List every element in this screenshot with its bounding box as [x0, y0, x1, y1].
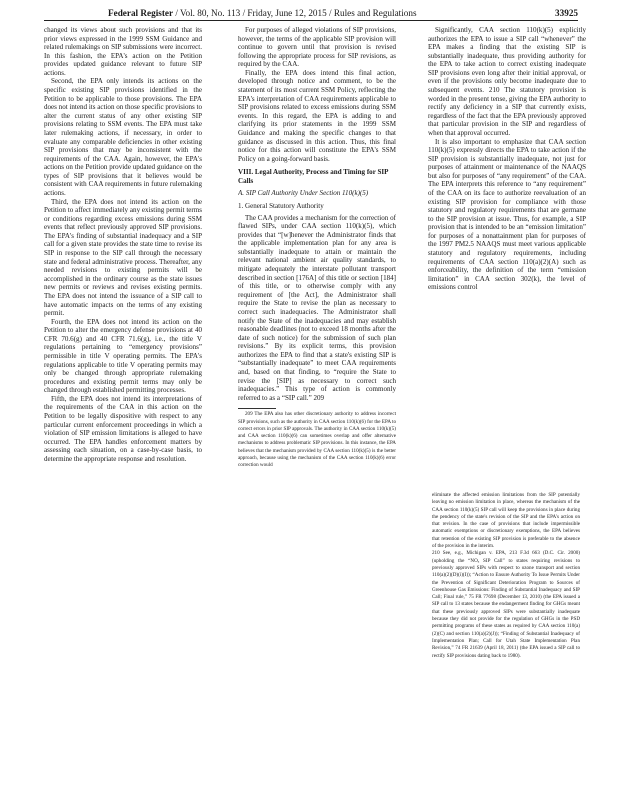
footnotes-right	[432, 492, 580, 790]
section-heading: VIII. Legal Authority, Process and Timing for SIP Calls	[238, 168, 389, 185]
footnotes	[238, 411, 396, 469]
footnote: 209 The EPA also has other discretionary authority to address incorrect SIP provisions, such as the authority in CAA section 110(k)(6) for the EPA to correct errors in prior SIP approvals. The authority in CAA section 110(k)(5) and CAA section 110(k)(6) can sometimes overlap and offer alternative mechanisms to address problematic SIP provisions. In this instance, the EPA believes that the mechanism provided by CAA section 110(k)(5) is the better approach, because using the mechanism of the CAA section 110(k)(6) error correction would	[238, 411, 396, 469]
running-header	[44, 6, 578, 20]
subsection-heading: A. SIP Call Authority Under Section 110(k)(5)	[238, 189, 369, 198]
page-number: 33925	[555, 8, 578, 18]
column-1	[44, 26, 202, 790]
header-rule	[44, 20, 578, 21]
publication-title: Federal Register	[108, 8, 174, 18]
paragraph: Fourth, the EPA does not intend its action on the Petition to alter the emergency defense provisions at 40 CFR 70.6(g) and 40 CFR 71.6(g), i.e., the title V regulations pertaining to “emergency provisions” permissible in title V operating permits. The EPA's regulations applicable to title V operating permits may only be changed through appropriate rulemaking procedures and existing permit terms may only be changed through established permitting processes.	[44, 317, 202, 395]
footnote: 210 See, e.g., Michigan v. EPA, 213 F.3d 663 (D.C. Cir. 2000) (upholding the “NOₓ SIP Call” to states requiring revisions to previously approved SIPs with respect to ozone transport and section 110(a)(2)(D)(i)(I)); “Action to Ensure Authority To Issue Permits Under the Prevention of Significant Deterioration Program to Sources of Greenhouse Gas Emissions: Finding of Substantial Inadequacy and SIP Call; Final rule,” 75 FR 77698 (December 13, 2010) (the EPA issued a SIP call to 13 states because the endangerment finding for GHGs meant that these previously approved SIPs were substantially inadequate because they did not provide for the regulation of GHGs in the PSD permitting programs of these states as required by CAA section 110(a)(2)(C) and section 110(a)(2)(J)); “Finding of Substantial Inadequacy of Implementation Plan; Call for Utah State Implementation Plan Revision,” 74 FR 21639 (April 18, 2011) (the EPA issued a SIP call to rectify SIP provisions dating back to 1980).	[432, 550, 580, 659]
issue-info: / Vol. 80, No. 113 / Friday, June 12, 2015 / Rules and Regulations	[175, 8, 417, 18]
header-line	[108, 6, 417, 20]
paragraph: Third, the EPA does not intend its action on the Petition to affect immediately any existing permit terms or conditions regarding excess emissions during SSM events that reflect previously approved SIP provisions. The EPA's finding of substantial inadequacy and a SIP call for a given state provides the state time to revise its SIP in response to the SIP call through the necessary state and federal administrative process. Thereafter, any needed revisions to existing permits will be accomplished in the ordinary course as the state issues new permits or reviews and revises existing permits. The EPA does not intend the issuance of a SIP call to have automatic impacts on the terms of any existing permit.	[44, 197, 202, 318]
footnote-rule	[238, 408, 276, 409]
paragraph: The CAA provides a mechanism for the correction of flawed SIPs, under CAA section 110(k)(5), which provides that “[w]henever the Administrator finds that the applicable implementation plan for any area is substantially inadequate to attain or maintain the relevant national ambient air quality standards, to mitigate adequately the interstate pollutant transport described in section [176A] of this title or section [184] of this title, or to otherwise comply with any requirement of [the Act], the Administrator shall require the State to revise the plan as necessary to correct such inadequacies. The Administrator shall notify the State of the inadequacies and may establish reasonable deadlines (not to exceed 18 months after the date of such notice) for the submission of such plan revisions.” By its explicit terms, this provision authorizes the EPA to find that a state's existing SIP is “substantially inadequate” to meet CAA requirements and, based on that finding, to “require the State to revise the [SIP] as necessary to correct such inadequacies.” This type of action is commonly referred to as a “SIP call.” 209	[238, 213, 396, 402]
footnote: eliminate the affected emission limitations from the SIP potentially leaving no emission limitation in place, whereas the mechanism of the CAA section 110(k)(5) SIP call will keep the provisions in place during the pendency of the state's revision of the SIP and the EPA's action on that revision. In the case of provisions that include impermissible automatic exemptions or discretionary exemptions, the EPA believes that retention of the existing SIP provision is preferable to the absence of the provision in the interim.	[432, 492, 580, 550]
column-2	[238, 26, 396, 790]
paragraph: For purposes of alleged violations of SIP provisions, however, the terms of the applicable SIP provision will continue to govern until that provision is revised following the appropriate process for SIP revisions, as required by the CAA.	[238, 26, 396, 69]
paragraph: Finally, the EPA does intend this final action, developed through notice and comment, to be the statement of its most current SSM Policy, reflecting the EPA's interpretation of CAA requirements applicable to SIP provisions related to excess emissions during SSM events. In this regard, the EPA is adding to and clarifying its prior statements in the 1999 SSM Guidance and making the specific changes to that guidance as discussed in this action. Thus, this final notice for this action will constitute the EPA's SSM Policy on a going-forward basis.	[238, 68, 396, 163]
paragraph: Fifth, the EPA does not intend its interpretations of the requirements of the CAA in this action on the Petition to be legally dispositive with respect to any particular current enforcement proceedings in which a violation of SIP emission limitations is alleged to have occurred. The EPA handles enforcement matters by assessing each situation, on a case-by-case basis, to determine the appropriate response and resolution.	[44, 394, 202, 463]
paragraph: changed its views about such provisions and that its prior views expressed in the 1999 SSM Guidance and related rulemakings on SIP submissions were incorrect. In this fashion, the EPA's action on the Petition provides updated guidance relevant to future SIP actions.	[44, 26, 202, 77]
subsubsection-heading: 1. General Statutory Authority	[238, 201, 324, 210]
paragraph: It is also important to emphasize that CAA section 110(k)(5) expressly directs the EPA to take action if the SIP provision is substantially inadequate, not just for purposes of attainment or maintenance of the NAAQS but also for purposes of “any requirement” of the CAA. The EPA interprets this reference to “any requirement” of the CAA on its face to authorize reevaluation of an existing SIP provision for compliance with those statutory and regulatory requirements that are germane to the SIP provision at issue. Thus, for example, a SIP provision that is intended to be an “emission limitation” for purposes of a nonattainment plan for purposes of the 1997 PM2.5 NAAQS must meet various applicable statutory and regulatory requirements, including requirements of CAA section 110(a)(2)(A) such as enforceability, the definition of the term “emission limitation” in CAA section 302(k), the level of emissions control	[428, 137, 586, 292]
column-3	[428, 26, 586, 490]
paragraph: Second, the EPA only intends its actions on the specific existing SIP provisions identified in the Petition to be applicable to those provisions. The EPA does not intend its action on those specific provisions to alter the current status of any other existing SIP provisions relating to SSM events. The EPA must take later rulemaking actions, if necessary, in order to evaluate any comparable deficiencies in other existing SIP provisions that may be inconsistent with the requirements of the CAA. Again, however, the EPA's actions on the Petition provide updated guidance on the types of SIP provisions that it believes would be consistent with CAA requirements in future rulemaking actions.	[44, 77, 202, 197]
paragraph: Significantly, CAA section 110(k)(5) explicitly authorizes the EPA to issue a SIP call “whenever” the EPA makes a finding that the existing SIP is substantially inadequate, thus providing authority for the EPA to take action to correct existing inadequate SIP provisions even long after their initial approval, or even if the provisions only become inadequate due to subsequent events. 210 The statutory provision is worded in the present tense, giving the EPA authority to rectify any deficiency in a SIP that currently exists, regardless of the fact that the EPA previously approved that particular provision in the SIP and regardless of when that approval occurred.	[428, 26, 586, 137]
